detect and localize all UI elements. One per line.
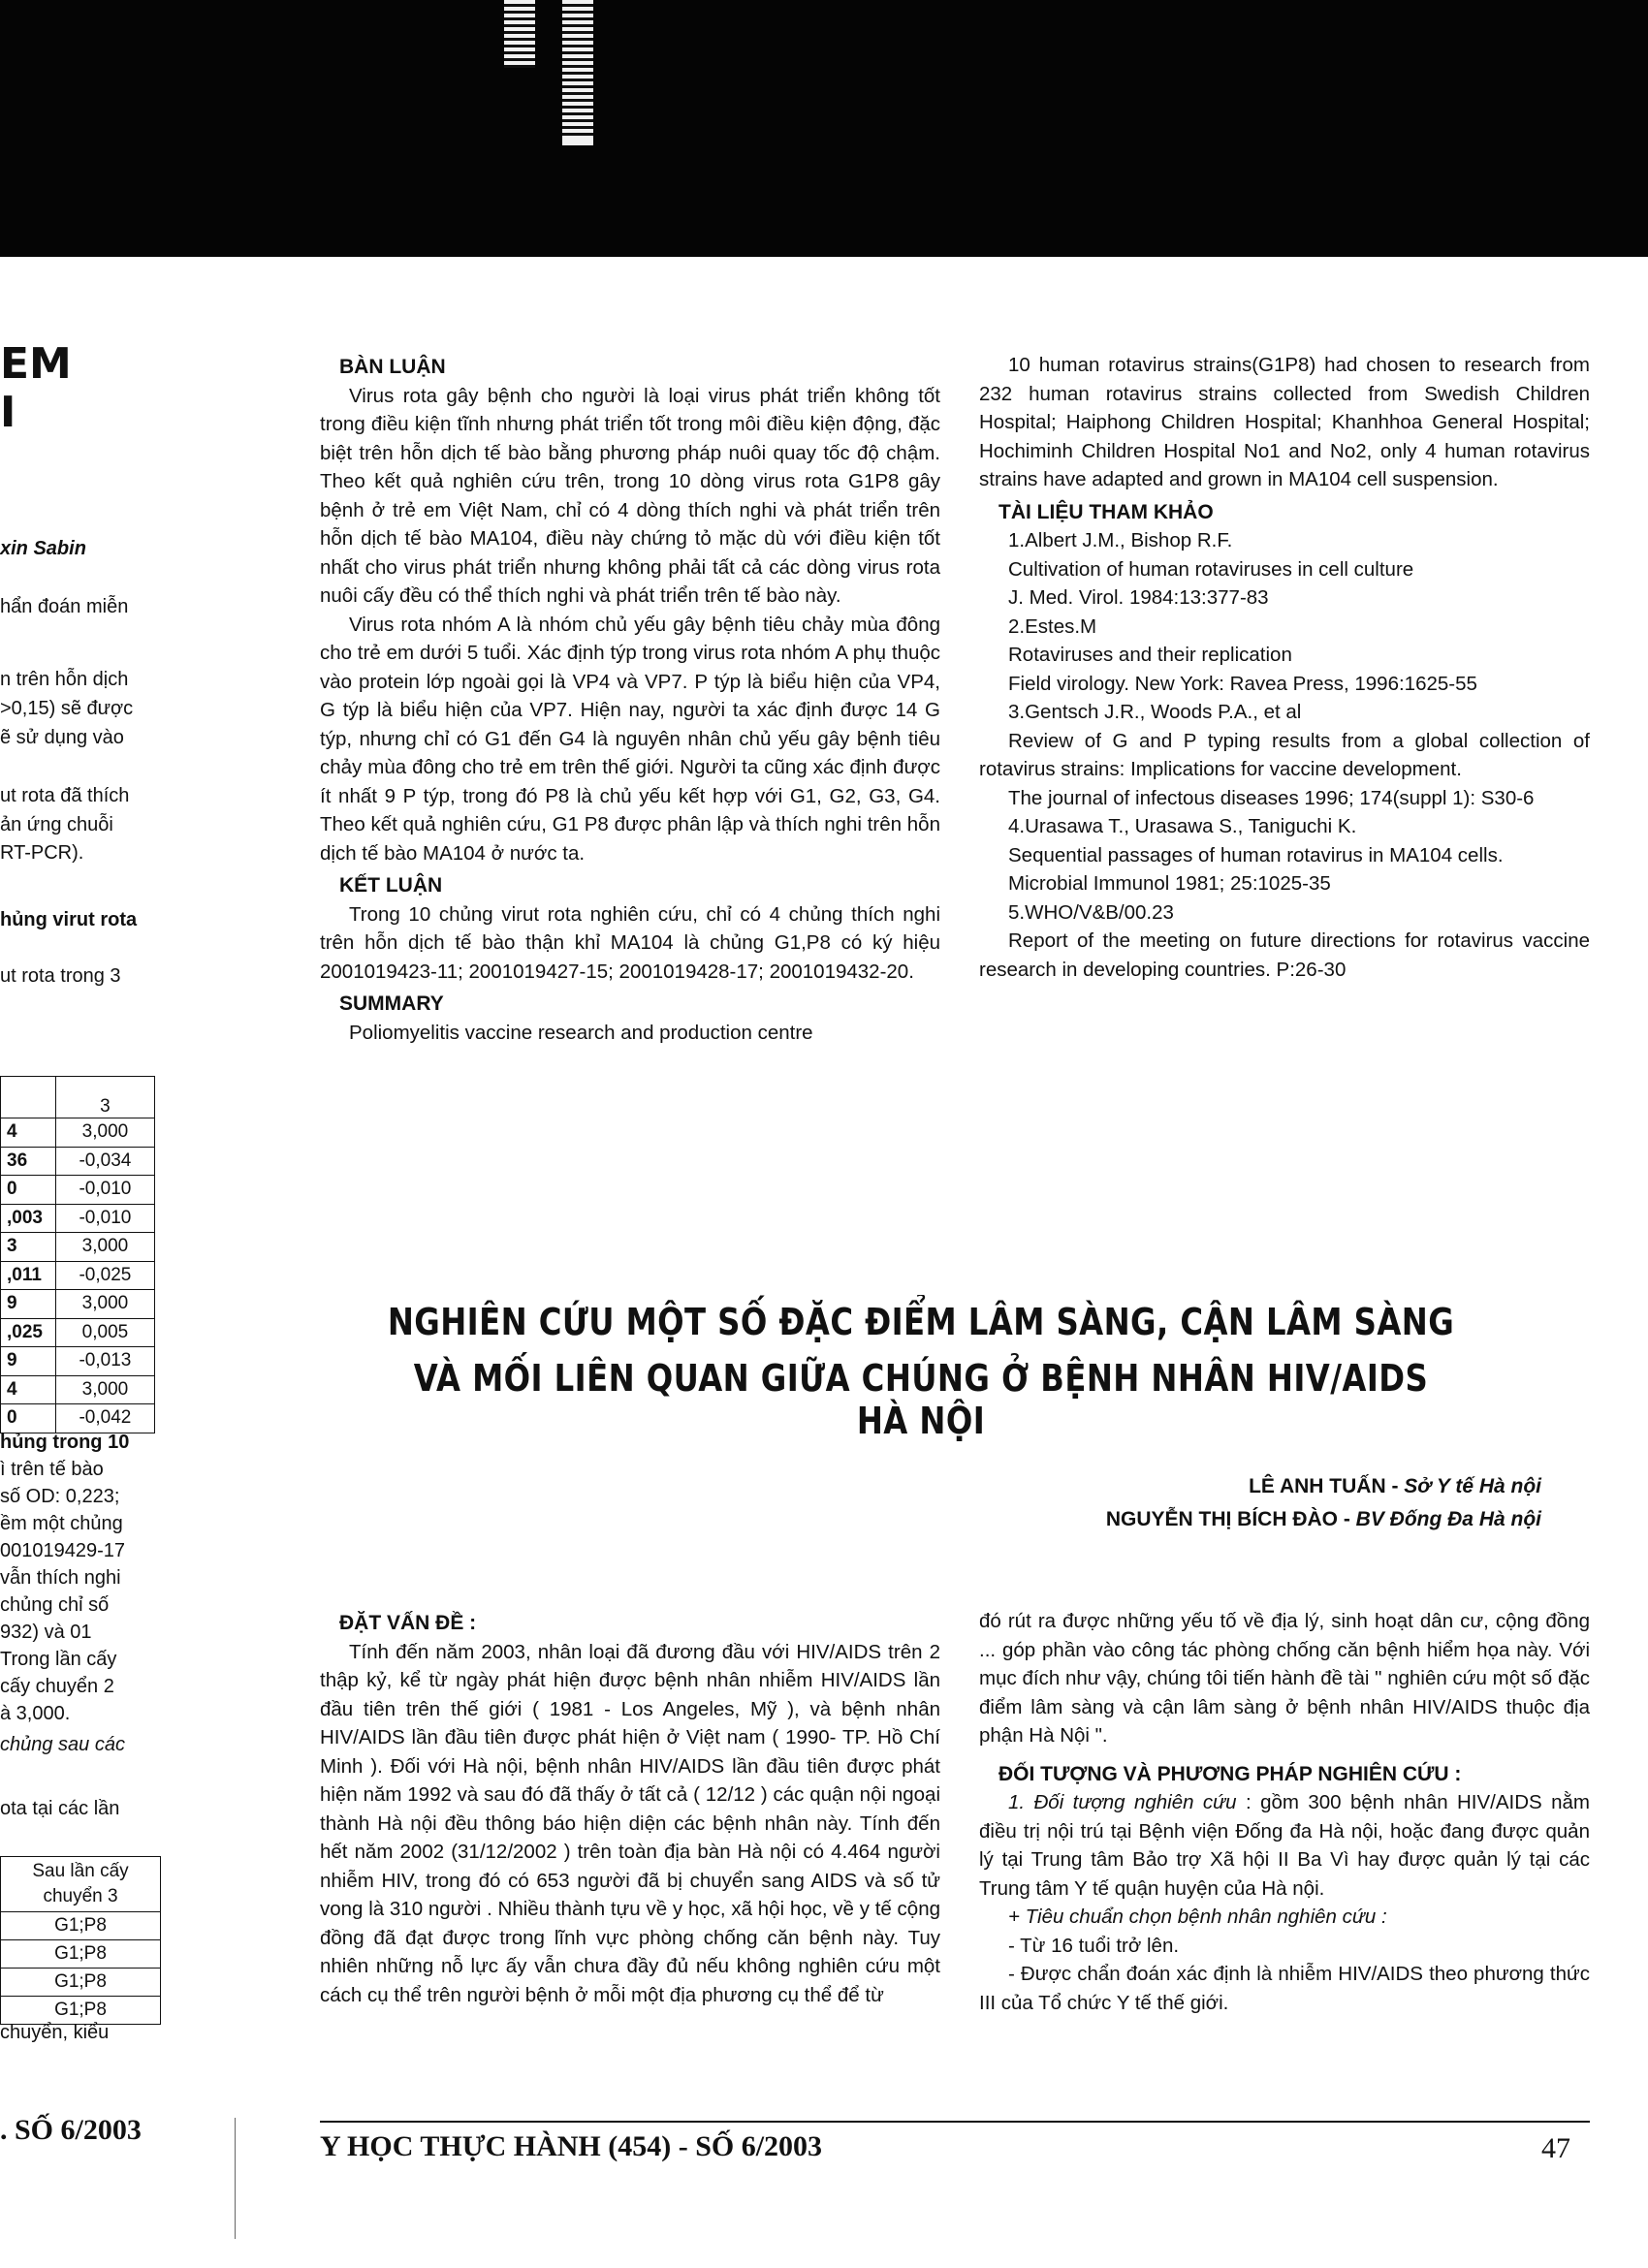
paragraph: đó rút ra được những yếu tố về địa lý, sinh hoạt dân cư, cộng đồng ... góp phần vào công tác phòng chống căn bệnh hiểm họa này. Với mục đích như vậy, chúng tôi tiến hành đề tài " nghiên cứu một số đặc điểm lâm sàng và cận lâm sàng ở bệnh nhân HIV/AIDS thuộc địa phận Hà Nội ". [979,1610,1590,1747]
section-heading: ĐẶT VẤN ĐỀ : [339,1612,477,1634]
footer-rule [320,2121,1590,2123]
table-row: ,025 0,005 [1,1318,155,1347]
left-heading-1: EM [0,339,72,389]
paragraph: Trong 10 chủng virut rota nghiên cứu, chỉ có 4 chủng thích nghi trên hỗn dịch tế bào thận khỉ MA104 là chủng G1,P8 có ký hiệu 2001019423-11; 2001019427-15; 2001019428-17; 2001019432-20. [320,902,940,983]
criteria-item: - Từ 16 tuổi trở lên. [1008,1934,1180,1957]
reference-line: Field virology. New York: Ravea Press, 1996:1625-55 [1008,672,1477,695]
reference-line: Review of G and P typing results from a global collection of rotavirus strains: Implications for vaccine development. [979,729,1590,780]
table-row: G1;P8 [1,1997,161,2025]
table-row: G1;P8 [1,1940,161,1969]
table-row: G1;P8 [1,1912,161,1940]
gutter-line [235,2118,236,2239]
reference-line: J. Med. Virol. 1984:13:377-83 [1008,586,1269,609]
table-row: ,011 -0,025 [1,1261,155,1290]
reference-line: Cultivation of human rotaviruses in cell culture [1008,557,1414,581]
table-row: 4 3,000 [1,1118,155,1148]
article-column-2 [979,1607,1590,2017]
left-p1: hẩn đoán miễn [0,596,129,617]
left-after-table-bold: hủng trong 10 [0,1432,130,1453]
left-after-table: à 3,000. [0,1703,71,1724]
article-title-line-1: NGHIÊN CỨU MỘT SỐ ĐẶC ĐIỂM LÂM SÀNG, CẬN LÂM SÀNG [387,1301,1455,1343]
left-after-table: vẫn thích nghi [0,1567,121,1589]
article-title-line-2: VÀ MỐI LIÊN QUAN GIỮA CHÚNG Ở BỆNH NHÂN HIV/AIDS HÀ NỘI [413,1357,1429,1442]
reference-line: 2.Estes.M [1008,614,1097,638]
paragraph: 10 human rotavirus strains(G1P8) had chosen to research from 232 human rotavirus strains collected from Swedish Children Hospital; Haiphong Children Hospital; Khanhhoa General Hospital; Hochiminh Children Hospital No1 and No2, only 4 human rotavirus strains have adapted and grown in MA104 cell suspension. [979,354,1590,490]
table-row: 0 -0,042 [1,1404,155,1433]
ban-luan-column [320,351,940,1047]
table-row: 9 -0,013 [1,1347,155,1376]
left-after-table: chủng chỉ số [0,1594,110,1616]
author-affiliation: Sở Y tế Hà nội [1404,1475,1541,1497]
criteria-heading: + Tiêu chuẩn chọn bệnh nhân nghiên cứu : [1008,1906,1387,1928]
left-footer: . SỐ 6/2003 [0,2114,142,2146]
left-p3: ut rota đã thích [0,785,130,806]
left-p2: ẽ sử dụng vào [0,727,124,748]
section-heading: KẾT LUẬN [339,874,443,897]
left-h2: hủng virut rota [0,909,138,930]
reference-line: The journal of infectous diseases 1996; 174(suppl 1): S30-6 [1008,786,1535,809]
left-after-table: 001019429-17 [0,1540,126,1561]
left-after-table: ì trên tế bào [0,1459,104,1480]
table-row: 36 -0,034 [1,1147,155,1176]
left-p2: n trên hỗn dịch [0,669,129,690]
left-p4: ut rota trong 3 [0,965,121,987]
reference-line: 4.Urasawa T., Urasawa S., Taniguchi K. [1008,815,1357,837]
paragraph: Poliomyelitis vaccine research and production centre [349,1021,813,1044]
subsection-label: 1. Đối tượng nghiên cứu [1008,1791,1237,1813]
table-row: 0 -0,010 [1,1176,155,1205]
table-row: G1;P8 [1,1969,161,1997]
table-row: 9 3,000 [1,1290,155,1319]
reference-line: Rotaviruses and their replication [1008,644,1292,666]
left-table-1 [0,1076,155,1433]
paragraph: Virus rota nhóm A là nhóm chủ yếu gây bệnh tiêu chảy mùa đông cho trẻ em dưới 5 tuổi. Xác định týp trong virus rota nhóm A phụ thuộc vào protein lớp ngoài gọi là VP4 và VP7. P týp là biểu hiện của VP4, G týp là biểu hiện của VP7. Hiện nay, người ta xác định được 14 G týp, nhưng chỉ có G1 đến G4 là nguyên nhân chủ yếu gây bệnh tiêu chảy mùa đông cho trẻ em trên thế giới. Người ta cũng xác định được ít nhất 9 P týp, trong đó P8 là chủ yếu kết hợp với G1, G2, G3, G4. Theo kết quả nghiên cứu, G1 P8 được phân lập và thích nghi trên hỗn dịch tế bào MA104 ở nước ta. [320,613,940,865]
barcode-stripe [562,0,593,145]
left-after-table: cấy chuyển 2 [0,1676,114,1697]
criteria-item: - Được chẩn đoán xác định là nhiễm HIV/AIDS theo phương thức III của Tổ chức Y tế thế giới. [979,1963,1590,2014]
left-p3: ản ứng chuỗi [0,814,113,835]
section-heading: BÀN LUẬN [339,356,446,378]
left-after-table: 932) và 01 [0,1622,92,1643]
reference-line: 3.Gentsch J.R., Woods P.A., et al [1008,701,1302,723]
left-p6: chuyển, kiểu [0,2022,110,2043]
left-table-2 [0,1856,161,2025]
left-after-table: ềm một chủng [0,1513,123,1534]
left-heading-2: I [0,388,16,437]
references-column [979,351,1590,984]
section-heading: TÀI LIỆU THAM KHẢO [998,500,1214,523]
page-number: 47 [1541,2132,1570,2164]
table-row: ,003 -0,010 [1,1204,155,1233]
author-name: LÊ ANH TUẤN - [1249,1475,1405,1497]
reference-line: 1.Albert J.M., Bishop R.F. [1008,529,1233,551]
left-after-table: Trong lần cấy [0,1649,117,1670]
section-heading: SUMMARY [339,992,444,1015]
author-1 [1249,1475,1541,1498]
barcode-stripe [504,0,535,68]
left-sub: xin Sabin [0,538,86,559]
journal-footer: Y HỌC THỰC HÀNH (454) - SỐ 6/2003 [320,2130,823,2162]
author-2 [1106,1508,1541,1531]
table-row: 4 3,000 [1,1375,155,1404]
author-affiliation: BV Đống Đa Hà nội [1355,1508,1541,1530]
left-p3: RT-PCR). [0,842,84,864]
paragraph: Tính đến năm 2003, nhân loại đã đương đầu với HIV/AIDS trên 2 thập kỷ, kể từ ngày phát hiện được bệnh nhân nhiễm HIV/AIDS lần đầu tiên trên thế giới ( 1981 - Los Angeles, Mỹ ), và bệnh nhân HIV/AIDS lần đầu tiên được phát hiện ở Việt nam ( 1990- TP. Hồ Chí Minh ). Đối với Hà nội, bệnh nhân HIV/AIDS lần đầu tiên được phát hiện năm 1992 và sau đó đã thấy ở tất cả ( 12/12 ) các quận nội ngoại thành Hà nội đều thông báo hiện diện các bệnh nhân này. Tính đến hết năm 2002 (31/12/2002 ) trên toàn địa bàn Hà nội có 4.464 người nhiễm HIV, trong đó có 653 người đã bị chuyển sang AIDS và số tử vong là 310 người . Nhiều thành tựu về y học, xã hội học, về y tế cộng đồng đã đạt được trong lĩnh vực phòng chống căn bệnh này. Tuy nhiên những nỗ lực ấy vẫn chưa đầy đủ nếu không nghiên cứu một cách cụ thể trên người bệnh ở mỗi một địa phương cụ thể để từ [320,1640,940,2006]
section-heading: ĐỐI TƯỢNG VÀ PHƯƠNG PHÁP NGHIÊN CỨU : [998,1762,1462,1785]
left-italic: chủng sau các [0,1734,125,1755]
reference-line: Report of the meeting on future directions for rotavirus vaccine research in developing countries. P:26-30 [979,929,1590,981]
reference-line: Sequential passages of human rotavirus in MA104 cells. [1008,843,1504,866]
table-row: 3 3,000 [1,1233,155,1262]
reference-line: Microbial Immunol 1981; 25:1025-35 [1008,872,1331,895]
left-after-table: số OD: 0,223; [0,1486,120,1507]
article-column-1 [320,1607,940,2009]
author-name: NGUYỄN THỊ BÍCH ĐÀO - [1105,1508,1356,1530]
top-banner [0,0,1648,257]
left-p5: ota tại các lần [0,1798,120,1819]
paragraph: Virus rota gây bệnh cho người là loại virus phát triển không tốt trong điều kiện tĩnh nhưng phát triển tốt trong môi điều kiện động, đặc biệt trên hỗn dịch tế bào bằng phương pháp nuôi quay tốc độ chậm. Theo kết quả nghiên cứu trên, trong 10 dòng virus rota G1P8 gây bệnh ở trẻ em Việt Nam, chỉ có 4 dòng thích nghi và phát triển trên hỗn dịch tế bào MA104, điều này chứng tỏ mặc dù với điều kiện tốt nhất cho virus phát triển nhưng không phải tất cả các dòng virus rota nuôi cấy đều có thể thích nghi và phát triển trên tế bào này. [320,384,940,607]
paragraph: 1. Đối tượng nghiên cứu : gồm 300 bệnh nhân HIV/AIDS nằm điều trị nội trú tại Bệnh viện Đống đa Hà nội, hoặc đang được quản lý tại Trung tâm Bảo trợ Xã hội II Ba Vì hay được quản lý tại các Trung tâm Y tế quận huyện của Hà nội. [979,1791,1590,1900]
reference-line: 5.WHO/V&B/00.23 [1008,900,1174,924]
table-row: Sau lần cấy chuyển 3 [1,1857,161,1912]
left-p2: >0,15) sẽ được [0,698,134,719]
table-row: 3 [1,1077,155,1118]
